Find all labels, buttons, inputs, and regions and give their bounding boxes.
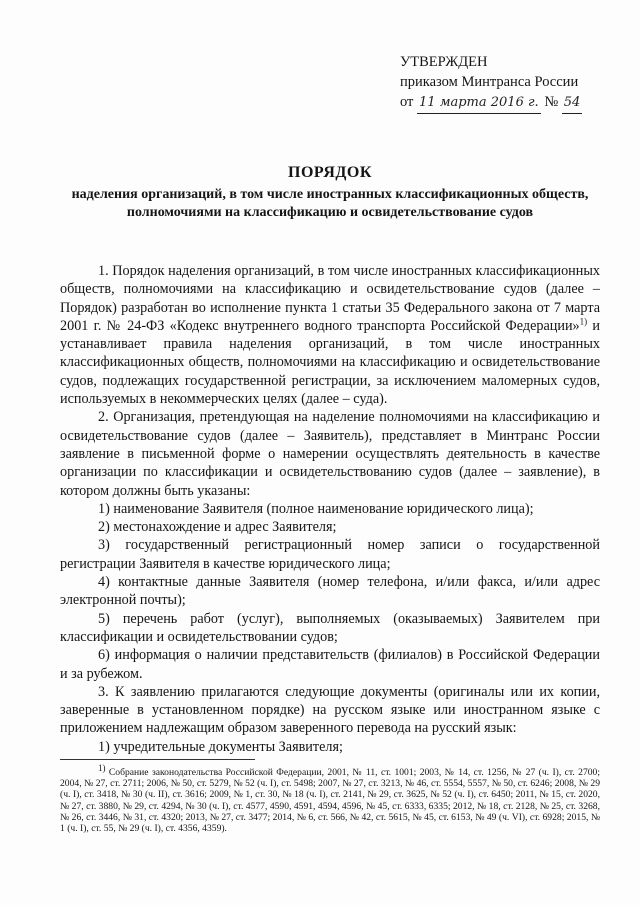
list-item: 1) учредительные документы Заявителя; (98, 738, 343, 755)
list-item: 1) наименование Заявителя (полное наименование юридического лица); (98, 500, 534, 517)
approval-stamp (400, 52, 582, 114)
handwritten-number: 54 (562, 93, 583, 114)
footnote-marker: 1) (98, 762, 106, 773)
footnote (60, 762, 600, 835)
paragraph-1-text: 1. Порядок наделения организаций, в том числе иностранных классификационных обществ, полномочиями на классификацию и освидетельствование судов (далее – Порядок) разработан во исполнение пункта 1 статьи 35 Федерального закона от 7 марта 2001 г. № 24-ФЗ «Кодекс внутреннего водного транспорта Российской Федерации» (60, 263, 600, 334)
document-subtitle: наделения организаций, в том числе иностранных классификационных обществ, полномочиями на классификацию и освидетельствование судов (71, 187, 589, 220)
footnote-divider (60, 759, 255, 760)
approval-title: УТВЕРЖДЕН (400, 54, 488, 70)
document-body (60, 262, 600, 756)
footnote-text-block (60, 762, 600, 835)
document-title: ПОРЯДОК (288, 164, 372, 181)
list-item: 2) местонахождение и адрес Заявителя; (98, 519, 337, 536)
paragraph-2: 2. Организация, претендующая на наделение полномочиями на классификацию и освидетельствование судов (далее – Заявитель), представляет в Минтранс России заявление в письменной форме о намерении осуществлять деятельность в качестве организации по классификации и освидетельствованию судов (далее – заявление), в котором должны быть указаны: (60, 409, 600, 499)
list-item: 3) государственный регистрационный номер записи о государственной регистрации Заявителя в качестве юридического лица; (60, 537, 600, 572)
approval-date-row (400, 92, 582, 114)
list-item: 4) контактные данные Заявителя (номер телефона, и/или факса, и/или адрес электронной почты); (60, 574, 600, 609)
number-label: № (544, 94, 559, 110)
date-prefix: от (400, 94, 414, 110)
footnote-text: Собрание законодательства Российской Федерации, 2001, № 11, ст. 1001; 2003, № 14, ст. 1256, № 27 (ч. I), ст. 2700; 2004, № 27, ст. 2711; 2006, № 50, ст. 5279, № 52 (ч. I), ст. 5498; 2007, № 27, ст. 3213, № 46, ст. 5554, 5557, № 50, ст. 6246; 2008, № 29 (ч. I), ст. 3418, № 30 (ч. II), ст. 3616; 2009, № 1, ст. 30, № 18 (ч. I), ст. 2141, № 29, ст. 3625, № 52 (ч. I), ст. 6450; 2011, № 15, ст. 2020, № 27, ст. 3880, № 29, ст. 4294, № 30 (ч. I), ст. 4577, 4590, 4591, 4594, 4596, № 45, ст. 6333, 6335; 2012, № 18, ст. 2128, № 25, ст. 3268, № 26, ст. 3446, № 31, ст. 4320; 2013, № 27, ст. 3477; 2014, № 6, ст. 566, № 42, ст. 5615, № 45, ст. 6153, № 49 (ч. VI), ст. 6928; 2015, № 1 (ч. I), ст. 55, № 29 (ч. I), ст. 4356, 4359). (60, 767, 600, 835)
document-title-block (60, 162, 600, 222)
approval-order: приказом Минтранса России (400, 74, 579, 90)
paragraph-1 (60, 262, 600, 408)
paragraph-1-text-cont: и устанавливает правила наделения организаций, в том числе иностранных классификационных обществ, полномочиями на классификацию и освидетельствование судов, подлежащих государственной регистрации, за исключением маломерных судов, используемых в некоммерческих целях (далее – суда). (60, 317, 601, 408)
footnote-ref: 1) (579, 316, 588, 327)
list-item: 6) информация о наличии представительств (филиалов) в Российской Федерации и за рубежом. (60, 647, 600, 682)
paragraph-3: 3. К заявлению прилагаются следующие документы (оригиналы или их копии, заверенные в установленном порядке) на русском языке или иностранном языке с приложением надлежащим образом заверенного перевода на русский язык: (60, 683, 600, 737)
handwritten-date: 11 марта 2016 г. (417, 93, 541, 114)
list-item: 5) перечень работ (услуг), выполняемых (оказываемых) Заявителем при классификации и освидетельствовании судов; (60, 610, 600, 645)
